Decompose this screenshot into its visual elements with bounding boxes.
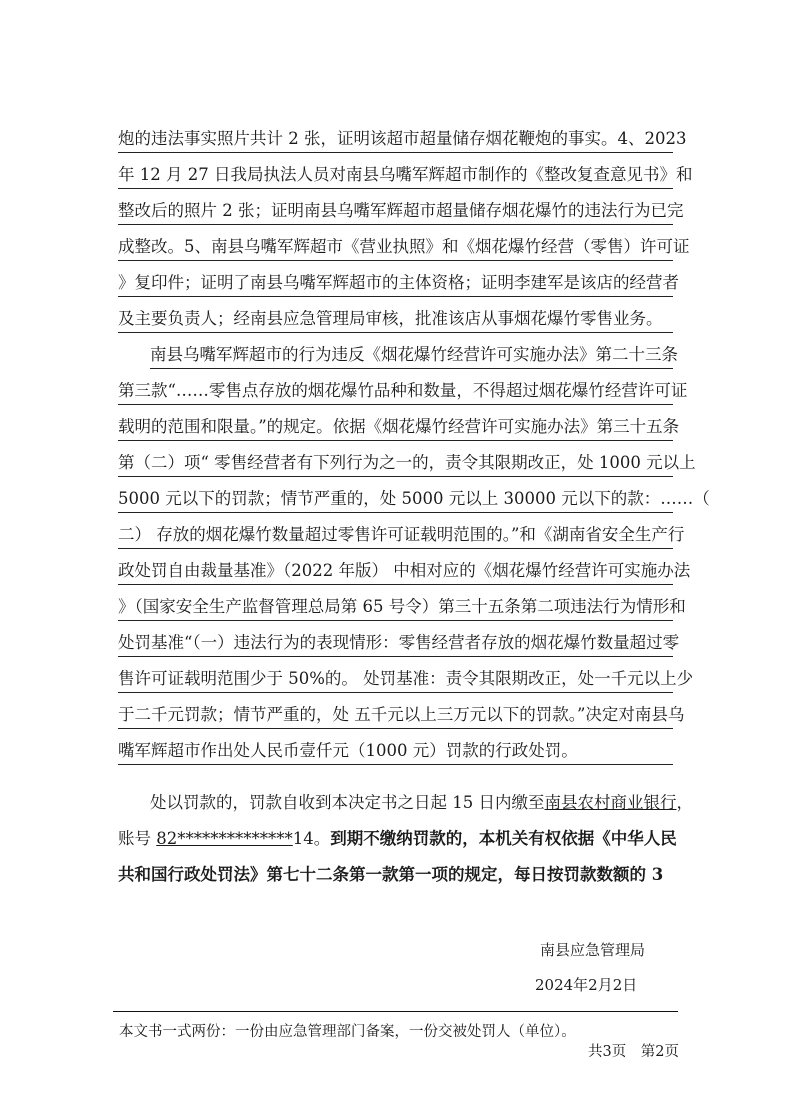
body-line: 嘴军辉超市作出处人民币壹仟元（1000 元）罚款的行政处罚。 [118,741,673,765]
body-line: 炮的违法事实照片共计 2 张，证明该超市超量储存烟花鞭炮的事实。4、2023 [118,129,673,153]
body-line: 二） 存放的烟花爆竹数量超过零售许可证载明范围的。”和《湖南省安全生产行 [118,525,673,549]
body-line: 售许可证载明范围少于 50%的。 处罚基准：责令其限期改正，处一千元以上少 [118,669,673,693]
body-line: 5000 元以下的罚款；情节严重的，处 5000 元以上 30000 元以下的款：……（ [118,489,673,513]
body-line: 》（国家安全生产监督管理总局第 65 号令）第三十五条第二项违法行为情形和 [118,597,673,621]
payment-line-1 [150,793,693,813]
page-number: 共3页 第2页 [588,1044,679,1060]
body-line: 第三款“……零售点存放的烟花爆竹品种和数量，不得超过烟花爆竹经营许可证 [118,381,673,405]
issuing-authority: 南县应急管理局 [540,941,646,959]
issue-date: 2024年2月2日 [535,976,638,994]
body-line: 及主要负责人；经南县应急管理局审核，批准该店从事烟花爆竹零售业务。 [118,309,673,333]
body-line: 第（二）项“ 零售经营者有下列行为之一的，责令其限期改正，处 1000 元以上 [118,453,673,477]
footer-note: 本文书一式两份：一份由应急管理部门备案，一份交被处罚人（单位）。 [119,1024,576,1040]
body-line: 整改后的照片 2 张；证明南县乌嘴军辉超市超量储存烟花爆竹的违法行为已完 [118,201,673,225]
payment-line-3: 共和国行政处罚法》第七十二条第一款第一项的规定，每日按罚款数额的 3 [118,865,664,884]
body-line: 政处罚自由裁量基准》（2022 年版） 中相对应的《烟花爆竹经营许可实施办法 [118,561,673,585]
body-line: 》复印件；证明了南县乌嘴军辉超市的主体资格；证明李建军是该店的经营者 [118,273,673,297]
body-line: 处罚基准“（一）违法行为的表现情形：零售经营者存放的烟花爆竹数量超过零 [118,633,673,657]
account-number: 82************** [156,829,293,848]
body-line: 成整改。5、南县乌嘴军辉超市《营业执照》和《烟花爆竹经营（零售）许可证 [118,237,673,261]
body-line: 载明的范围和限量。”的规定。依据《烟花爆竹经营许可实施办法》第三十五条 [118,417,673,441]
penalty-warning: 到期不缴纳罚款的，本机关有权依据《中华人民 [330,829,677,848]
body-line: 于二千元罚款；情节严重的，处 五千元以上三万元以下的罚款。”决定对南县乌 [118,705,673,729]
bank-name: 南县农村商业银行 [544,793,677,812]
body-line: 年 12 月 27 日我局执法人员对南县乌嘴军辉超市制作的《整改复查意见书》和 [118,165,673,189]
payment-line-2 [118,829,677,849]
body-line: 南县乌嘴军辉超市的行为违反《烟花爆竹经营许可实施办法》第二十三条 [150,345,673,369]
payment-text: 账号 [118,829,157,848]
payment-text: 14。 [292,829,331,848]
payment-text: ， [676,793,693,812]
footer-divider [113,1011,678,1012]
payment-text: 处以罚款的，罚款自收到本决定书之日起 15 日内缴至 [150,793,545,812]
